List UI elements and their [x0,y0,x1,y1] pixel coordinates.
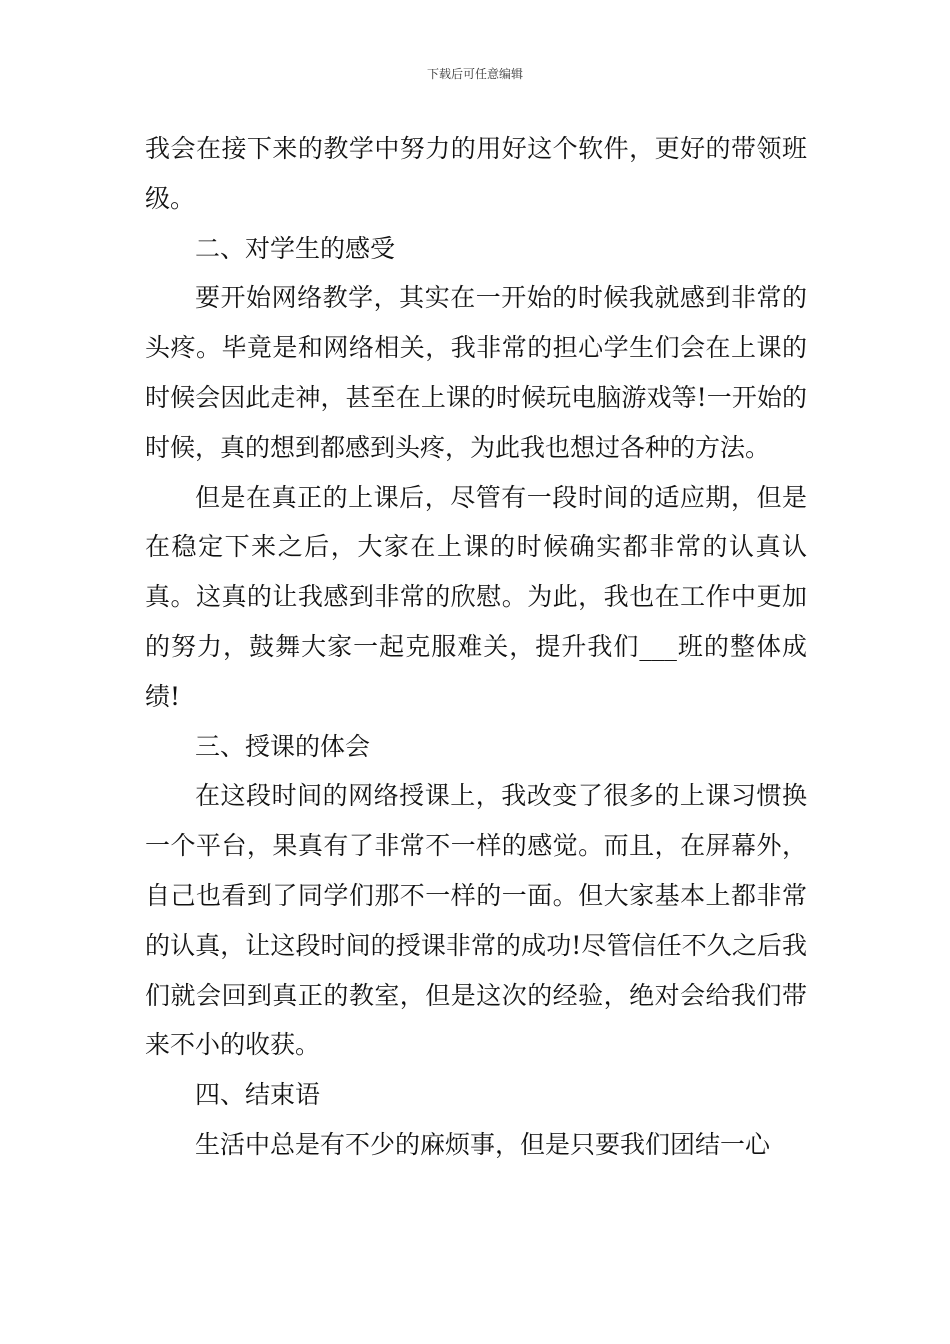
paragraph-conclusion: 生活中总是有不少的麻烦事，但是只要我们团结一心 [195,1129,771,1159]
page-header-note: 下载后可任意编辑 [426,67,523,81]
section-heading-teaching-experience: 三、授课的体会 [195,731,371,761]
section-heading-student-feelings: 二、对学生的感受 [195,233,396,263]
paragraph-continuation: 我会在接下来的教学中努力的用好这个软件，更好的带领班级。 [145,134,807,213]
paragraph-students-serious: 但是在真正的上课后，尽管有一段时间的适应期，但是在稳定下来之后，大家在上课的时候确实都非常的认真认真。这真的让我感到非常的欣慰。为此，我也在工作中更加的努力，鼓舞大家一起克服难关，提升我们___班的整体成绩! [145,482,807,711]
paragraph-online-teaching-worries: 要开始网络教学，其实在一开始的时候我就感到非常的头疼。毕竟是和网络相关，我非常的担心学生们会在上课的时候会因此走神，甚至在上课的时候玩电脑游戏等!一开始的时候，真的想到都感到头疼，为此我也想过各种的方法。 [145,283,807,462]
document-body [145,124,807,1170]
section-heading-conclusion: 四、结束语 [195,1080,321,1110]
paragraph-teaching-changes: 在这段时间的网络授课上，我改变了很多的上课习惯换一个平台，果真有了非常不一样的感觉。而且，在屏幕外，自己也看到了同学们那不一样的一面。但大家基本上都非常的认真，让这段时间的授课非常的成功!尽管信任不久之后我们就会回到真正的教室，但是这次的经验，绝对会给我们带来不小的收获。 [145,781,807,1060]
